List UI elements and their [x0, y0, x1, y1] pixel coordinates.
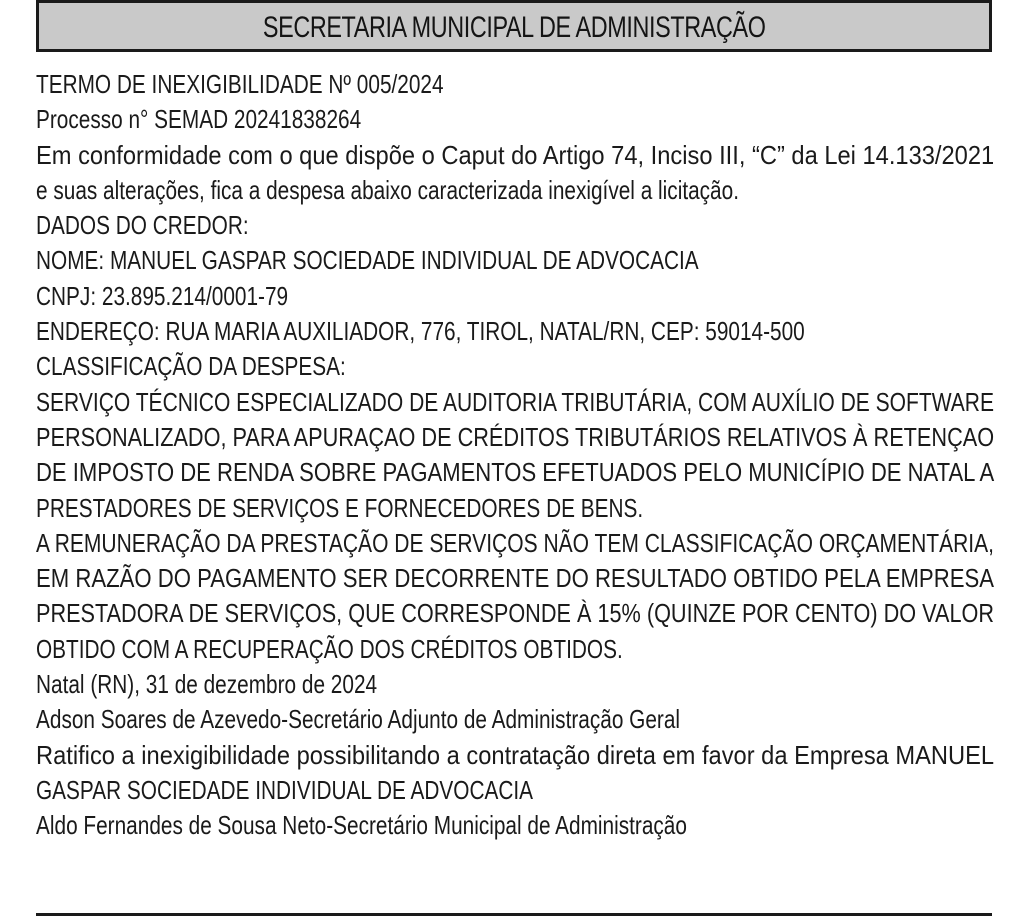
- ratification-line-1: Ratifico a inexigibilidade possibilitando a contratação direta em favor da Empresa MANUEL: [36, 739, 995, 770]
- signatory-adjunct-secretary: Adson Soares de Azevedo-Secretário Adjunto de Administração Geral: [36, 704, 681, 735]
- bottom-divider: [36, 913, 992, 916]
- creditor-name: NOME: MANUEL GASPAR SOCIEDADE INDIVIDUAL DE ADVOCACIA: [36, 245, 699, 276]
- document-body: [36, 67, 994, 844]
- expense-classification-heading: CLASSIFICAÇÃO DA DESPESA:: [36, 351, 346, 382]
- service-description-line-3: DE IMPOSTO DE RENDA SOBRE PAGAMENTOS EFETUADOS PELO MUNICÍPIO DE NATAL A: [36, 457, 995, 488]
- creditor-heading: DADOS DO CREDOR:: [36, 210, 249, 241]
- service-description-line-4: PRESTADORES DE SERVIÇOS E FORNECEDORES DE BENS.: [36, 492, 644, 523]
- remuneration-line-4: OBTIDO COM A RECUPERAÇÃO DOS CRÉDITOS OBTIDOS.: [36, 633, 623, 664]
- remuneration-line-1: A REMUNERAÇÃO DA PRESTAÇÃO DE SERVIÇOS NÃO TEM CLASSIFICAÇÃO ORÇAMENTÁRIA,: [36, 527, 994, 558]
- legal-basis-line-1: Em conformidade com o que dispõe o Caput do Artigo 74, Inciso III, “C” da Lei 14.133/2021: [36, 139, 995, 170]
- ratification-line-2: GASPAR SOCIEDADE INDIVIDUAL DE ADVOCACIA: [36, 774, 534, 805]
- legal-basis-line-2: e suas alterações, fica a despesa abaixo caracterizada inexigível a licitação.: [36, 174, 739, 205]
- place-and-date: Natal (RN), 31 de dezembro de 2024: [36, 669, 378, 700]
- creditor-cnpj: CNPJ: 23.895.214/0001-79: [36, 280, 289, 311]
- creditor-address: ENDEREÇO: RUA MARIA AUXILIADOR, 776, TIROL, NATAL/RN, CEP: 59014-500: [36, 316, 805, 347]
- service-description-line-1: SERVIÇO TÉCNICO ESPECIALIZADO DE AUDITORIA TRIBUTÁRIA, COM AUXÍLIO DE SOFTWARE: [36, 386, 994, 417]
- process-number: Processo n° SEMAD 20241838264: [36, 104, 362, 135]
- section-title: SECRETARIA MUNICIPAL DE ADMINISTRAÇÃO: [262, 11, 766, 44]
- section-header: [36, 0, 992, 52]
- remuneration-line-3: PRESTADORA DE SERVIÇOS, QUE CORRESPONDE À 15% (QUINZE POR CENTO) DO VALOR: [36, 598, 994, 629]
- remuneration-line-2: EM RAZÃO DO PAGAMENTO SER DECORRENTE DO RESULTADO OBTIDO PELA EMPRESA: [36, 563, 994, 594]
- service-description-line-2: PERSONALIZADO, PARA APURAÇAO DE CRÉDITOS TRIBUTÁRIOS RELATIVOS À RETENÇAO: [36, 421, 995, 452]
- document-title: TERMO DE INEXIGIBILIDADE Nº 005/2024: [36, 69, 444, 99]
- signatory-municipal-secretary: Aldo Fernandes de Sousa Neto-Secretário Municipal de Administração: [36, 810, 687, 841]
